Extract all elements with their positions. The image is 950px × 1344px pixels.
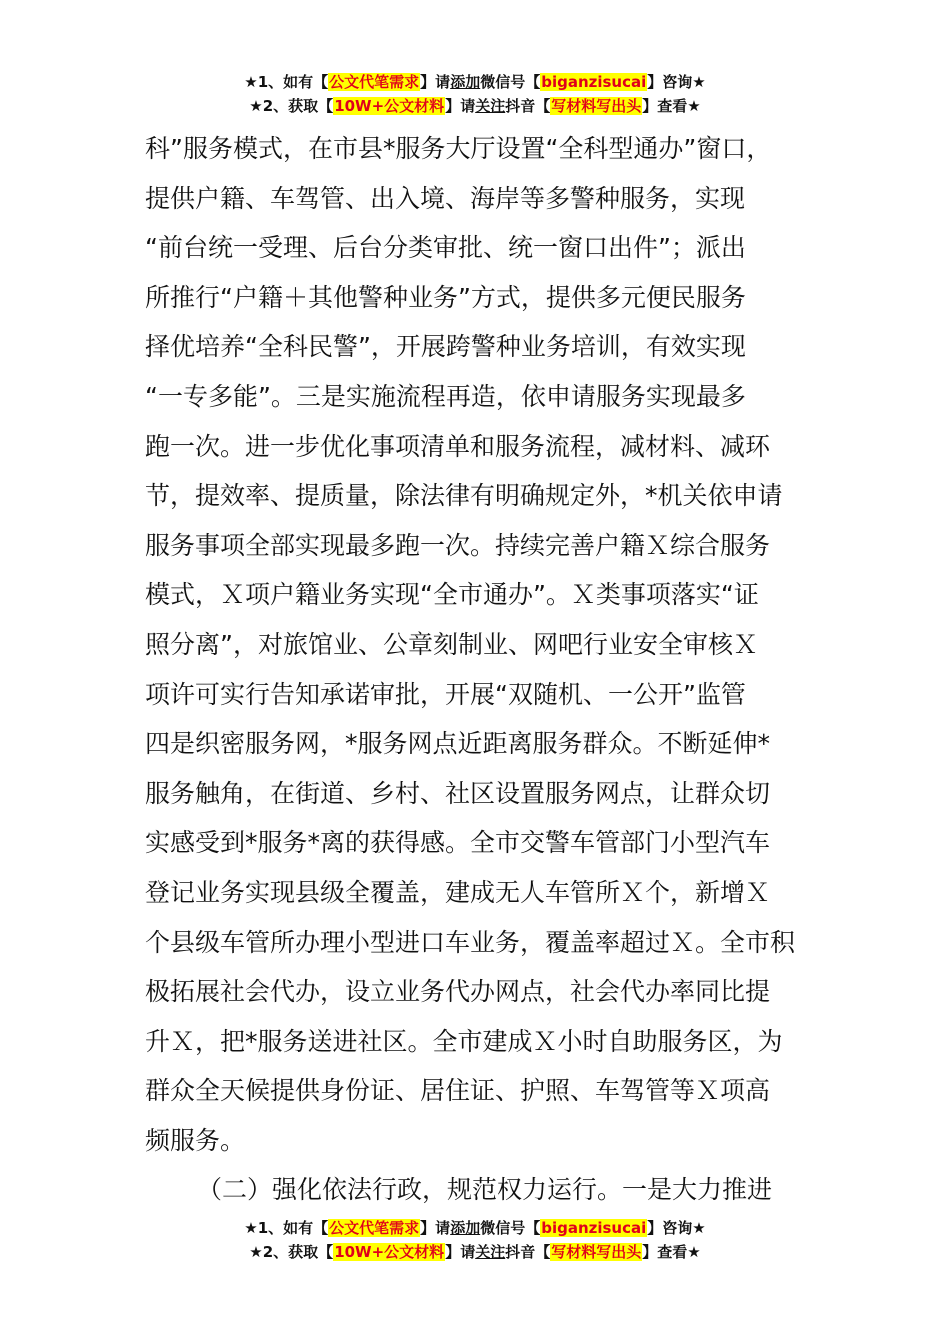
banner-text: ★1、如有【 — [244, 73, 329, 91]
text-line: 四是织密服务网，*服务网点近距离服务群众。不断延伸* — [145, 729, 771, 759]
text-line: 所推行“户籍＋其他警种业务”方式，提供多元便民服务 — [145, 282, 746, 312]
banner-text: ★1、如有【 — [244, 1219, 329, 1237]
banner-text: 】咨询★ — [647, 1219, 706, 1237]
banner-text: 】查看★ — [642, 1243, 701, 1261]
banner-line-1 — [0, 1216, 950, 1240]
banner-text: ★2、获取【 — [249, 97, 334, 115]
text-line: “一专多能”。三是实施流程再造，依申请服务实现最多 — [145, 381, 746, 411]
banner-text: 抖音【 — [505, 1243, 551, 1261]
header-banner — [0, 70, 950, 118]
highlight-douyin: 写材料写出头 — [551, 1243, 642, 1261]
text-line: 登记业务实现县级全覆盖，建成无人车管所Ｘ个，新增Ｘ — [145, 877, 771, 907]
banner-underlined: 关注 — [475, 97, 506, 115]
text-line: 模式，Ｘ项户籍业务实现“全市通办”。Ｘ类事项落实“证 — [145, 580, 759, 610]
section-heading-line: （二）强化依法行政，规范权力运行。一是大力推进 — [197, 1175, 773, 1205]
text-line: 服务事项全部实现最多跑一次。持续完善户籍Ｘ综合服务 — [145, 530, 771, 560]
highlight-wechat-id: biganzisucai — [541, 73, 647, 91]
banner-line-2 — [0, 1240, 950, 1264]
banner-line-1 — [0, 70, 950, 94]
document-body — [145, 124, 825, 1215]
text-line: 节，提效率、提质量，除法律有明确规定外，*机关依申请 — [145, 481, 783, 511]
text-line: 服务触角，在街道、乡村、社区设置服务网点，让群众切 — [145, 778, 771, 808]
text-line: 频服务。 — [145, 1125, 246, 1155]
text-line: 个县级车管所办理小型进口车业务，覆盖率超过Ｘ。全市积 — [145, 927, 796, 957]
highlight-service: 公文代笔需求 — [329, 73, 420, 91]
banner-underlined: 关注 — [475, 1243, 506, 1261]
banner-text: 】请 — [420, 1219, 451, 1237]
banner-text: ★2、获取【 — [249, 1243, 334, 1261]
highlight-materials: 10W+公文材料 — [334, 1243, 445, 1261]
highlight-materials: 10W+公文材料 — [334, 97, 445, 115]
banner-underlined: 添加 — [450, 73, 481, 91]
text-line: 项许可实行告知承诺审批，开展“双随机、一公开”监管 — [145, 679, 746, 709]
banner-text: 抖音【 — [505, 97, 551, 115]
text-line: 择优培养“全科民警”，开展跨警种业务培训，有效实现 — [145, 332, 746, 362]
banner-text: 】咨询★ — [647, 73, 706, 91]
text-line: 提供户籍、车驾管、出入境、海岸等多警种服务，实现 — [145, 183, 746, 213]
banner-text: 】请 — [445, 97, 476, 115]
text-line: “前台统一受理、后台分类审批、统一窗口出件”；派出 — [145, 233, 746, 263]
text-line: 极拓展社会代办，设立业务代办网点，社会代办率同比提 — [145, 977, 771, 1007]
banner-text: 微信号【 — [480, 1219, 541, 1237]
banner-underlined: 添加 — [450, 1219, 481, 1237]
text-line: 跑一次。进一步优化事项清单和服务流程，减材料、减环 — [145, 431, 771, 461]
highlight-douyin: 写材料写出头 — [551, 97, 642, 115]
text-line: 群众全天候提供身份证、居住证、护照、车驾管等Ｘ项高 — [145, 1076, 771, 1106]
text-line: 科”服务模式，在市县*服务大厅设置“全科型通办”窗口， — [145, 134, 772, 163]
footer-banner — [0, 1216, 950, 1264]
highlight-wechat-id: biganzisucai — [541, 1219, 647, 1237]
banner-text: 】请 — [445, 1243, 476, 1261]
banner-text: 微信号【 — [480, 73, 541, 91]
text-line: 升Ｘ，把*服务送进社区。全市建成Ｘ小时自助服务区，为 — [145, 1026, 783, 1056]
banner-line-2 — [0, 94, 950, 118]
text-line: 实感受到*服务*离的获得感。全市交警车管部门小型汽车 — [145, 828, 771, 858]
text-line: 照分离”，对旅馆业、公章刻制业、网吧行业安全审核Ｘ — [145, 629, 758, 659]
banner-text: 】查看★ — [642, 97, 701, 115]
banner-text: 】请 — [420, 73, 451, 91]
highlight-service: 公文代笔需求 — [329, 1219, 420, 1237]
